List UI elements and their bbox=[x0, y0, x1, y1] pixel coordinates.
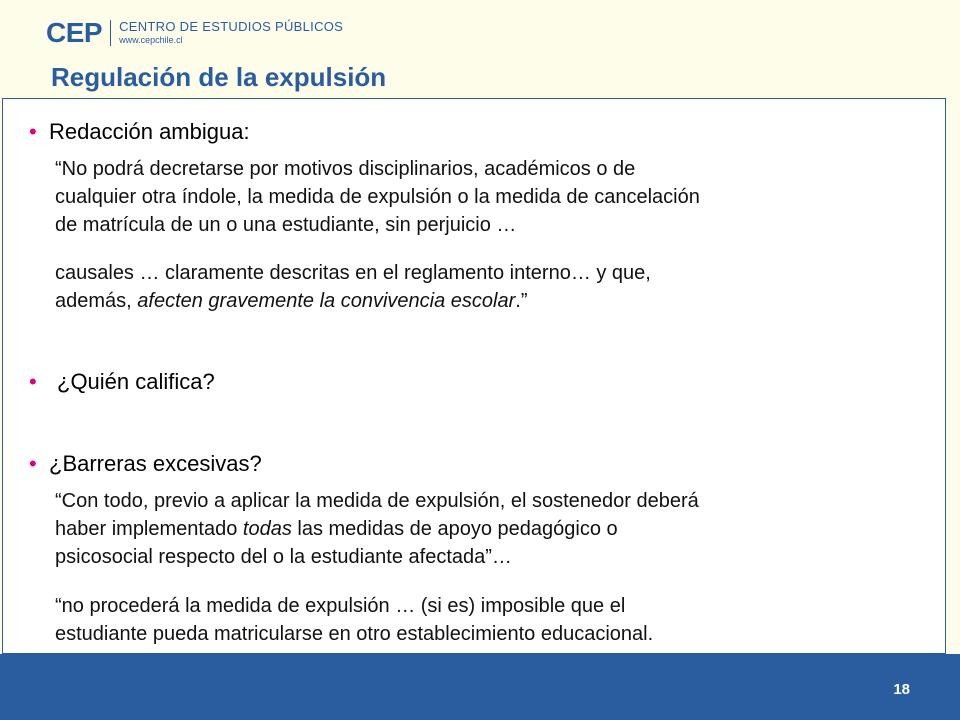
bullet-item-barriers bbox=[29, 451, 262, 477]
slide-header bbox=[0, 0, 960, 98]
quote-line: de matrícula de un o una estudiante, sin perjuicio … bbox=[55, 214, 517, 236]
bullet-item-ambiguous bbox=[29, 119, 250, 145]
quote-paragraph bbox=[55, 259, 651, 315]
slide-footer bbox=[0, 654, 960, 720]
quote-paragraph bbox=[55, 155, 700, 239]
bullet-icon: • bbox=[29, 451, 37, 476]
quote-text: .” bbox=[515, 290, 528, 312]
bullet-icon: • bbox=[29, 369, 37, 394]
quote-paragraph bbox=[55, 592, 653, 648]
quote-line bbox=[55, 287, 651, 315]
quote-line: causales … claramente descritas en el reglamento interno… y que, bbox=[55, 262, 651, 284]
quote-text: además, bbox=[55, 290, 138, 312]
quote-emphasis: afecten gravemente la convivencia escolar bbox=[137, 290, 516, 312]
logo-url: www.cepchile.cl bbox=[119, 35, 183, 45]
quote-line: psicosocial respecto del o la estudiante afectada”… bbox=[55, 546, 512, 568]
quote-paragraph bbox=[55, 487, 699, 571]
bullet-heading: ¿Barreras excesivas? bbox=[49, 451, 262, 476]
logo-mark: CEP bbox=[46, 17, 103, 48]
bullet-heading: ¿Quién califica? bbox=[57, 369, 215, 394]
logo-org-name: CENTRO DE ESTUDIOS PÚBLICOS bbox=[119, 19, 344, 34]
logo-text bbox=[119, 18, 343, 46]
quote-line bbox=[55, 515, 699, 543]
quote-line: “no procederá la medida de expulsión … (si es) imposible que el bbox=[55, 595, 626, 617]
quote-text: las medidas de apoyo pedagógico o bbox=[291, 518, 618, 540]
quote-line: “Con todo, previo a aplicar la medida de expulsión, el sostenedor deberá bbox=[55, 490, 699, 512]
bullet-item-who-qualifies bbox=[29, 369, 215, 395]
quote-line: estudiante pueda matricularse en otro establecimiento educacional. bbox=[55, 623, 654, 645]
quote-line: “No podrá decretarse por motivos disciplinarios, académicos o de bbox=[55, 158, 636, 180]
slide-title: Regulación de la expulsión bbox=[51, 62, 387, 92]
logo-divider bbox=[110, 20, 111, 46]
bullet-heading: Redacción ambigua: bbox=[49, 119, 250, 144]
cep-logo bbox=[46, 18, 343, 48]
quote-emphasis: todas bbox=[242, 518, 292, 540]
quote-text: haber implementado bbox=[55, 518, 243, 540]
page-number: 18 bbox=[893, 681, 910, 698]
bullet-icon: • bbox=[29, 119, 37, 144]
quote-line: cualquier otra índole, la medida de expulsión o la medida de cancelación bbox=[55, 186, 700, 208]
content-box bbox=[2, 98, 946, 654]
